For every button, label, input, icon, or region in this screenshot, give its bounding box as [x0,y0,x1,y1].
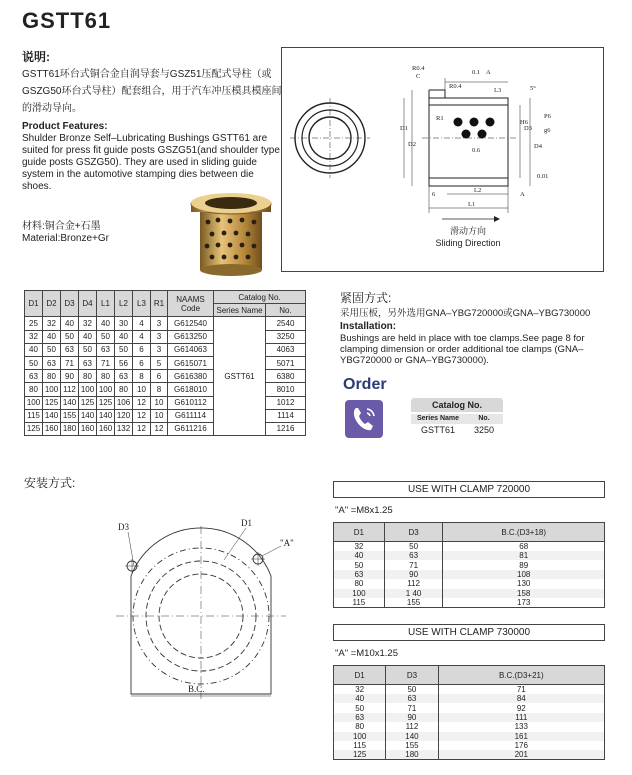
sliding-direction-cn: 滑动方向 [449,226,487,236]
phone-icon [345,400,383,438]
table-cell: 40 [79,330,97,343]
table-cell: 8 [151,383,168,396]
table-cell: 71 [97,356,115,369]
product-features-heading: Product Features: [22,121,108,132]
table-cell: 89 [443,560,605,569]
table-row [334,542,605,552]
table-cell: 40 [115,330,133,343]
table-cell: 50 [97,330,115,343]
table-cell: G612540 [168,317,214,330]
col-header: B.C.(D3+18) [443,523,605,542]
clamp730-title: USE WITH CLAMP 730000 [333,624,605,641]
clamp730-table [333,665,605,760]
col-header: D3 [384,523,443,542]
table-cell: 80 [43,370,61,383]
table-cell: 71 [438,685,604,695]
table-cell: 125 [97,396,115,409]
table-cell: 63 [334,570,385,579]
table-cell: 125 [79,396,97,409]
installation-heading: Installation: [340,321,397,332]
table-cell: 132 [115,422,133,435]
table-row [334,722,605,731]
table-cell: 4 [133,330,151,343]
table-cell: 100 [97,383,115,396]
order-heading: Order [343,376,387,393]
table-cell: G613250 [168,330,214,343]
front-view [290,98,370,178]
col-header: D3 [386,666,438,685]
col-header: L2 [115,291,133,317]
table-cell: 40 [334,551,385,560]
table-cell: 100 [25,396,43,409]
table-cell: 6 [133,356,151,369]
installation-text: Bushings are held in place with toe clamps.See page 8 for clamping dimension or order additional toe clamps (GNA–YBG720000 or GNA–YBG730000). [340,333,585,366]
table-row [334,750,605,760]
table-cell: 12 [133,422,151,435]
installation-heading-cn: 紧固方式: [340,291,392,305]
table-cell: 90 [61,370,79,383]
table-cell: 133 [438,722,604,731]
table-cell: 56 [115,356,133,369]
table-cell: 6 [133,343,151,356]
drawing-label: L2 [474,187,482,194]
product-features-text: Shulder Bronze Self–Lubricating Bushings GSTT61 are suited for press fit guide posts GSZG51(and shoulder type guide posts GSZG50). They are used in sliding guide system in the automotive stamping dies between die shoes. [22,133,280,192]
table-cell: 92 [438,703,604,712]
table-cell: 30 [115,317,133,330]
series-name-cell: GSTT61 [214,317,266,436]
table-row [334,579,605,588]
col-header: D4 [79,291,97,317]
table-cell: 71 [384,560,443,569]
table-cell: 80 [25,383,43,396]
no-header: No. [266,304,306,317]
drawing-label: R0.4 [449,83,462,90]
table-cell: 140 [61,396,79,409]
table-cell: 8 [133,370,151,383]
table-cell: 125 [25,422,43,435]
mount-label-bc: B.C. [188,684,205,694]
table-cell: G611114 [168,409,214,422]
table-row [334,570,605,579]
table-cell: 1 40 [384,589,443,598]
table-cell: 158 [443,589,605,598]
drawing-label: H6 [520,119,528,126]
table-row [334,598,605,608]
mount-label-a: "A" [280,538,294,548]
mounting-heading: 安装方式: [24,476,76,490]
table-cell: 6 [151,370,168,383]
mounting-diagram [96,506,316,711]
table-row [334,685,605,695]
table-cell: 40 [43,330,61,343]
table-cell: 160 [43,422,61,435]
drawing-label: D3 [524,125,532,132]
table-cell: 63 [384,551,443,560]
table-cell: 50 [386,685,438,695]
table-cell: 50 [334,560,385,569]
drawing-label: R0.4 [412,65,425,72]
table-cell: G614063 [168,343,214,356]
table-row [334,589,605,598]
table-cell: 32 [43,317,61,330]
table-cell: 115 [334,741,386,750]
table-row [25,317,306,330]
clamp730-body [334,685,605,760]
table-cell: 100 [79,383,97,396]
drawing-label: P6 [544,113,551,120]
material-en: Material:Bronze+Gr [22,233,109,244]
table-cell: 125 [43,396,61,409]
clamp720-title: USE WITH CLAMP 720000 [333,481,605,498]
table-cell: 12 [133,396,151,409]
drawing-label: R1 [436,115,444,122]
table-cell: 50 [115,343,133,356]
clamp730-section [333,624,605,760]
table-cell: 63 [334,713,386,722]
technical-drawing [281,47,604,272]
drawing-label: L3 [494,87,502,94]
table-cell: 1114 [266,409,306,422]
table-cell: 40 [25,343,43,356]
table-cell: G611216 [168,422,214,435]
col-header: L1 [97,291,115,317]
table-cell: 3250 [266,330,306,343]
table-cell: 63 [386,694,438,703]
table-cell: 63 [97,343,115,356]
table-cell: 5071 [266,356,306,369]
table-cell: 120 [115,409,133,422]
drawing-label: D2 [408,141,416,148]
col-header: D1 [25,291,43,317]
table-cell: 6380 [266,370,306,383]
table-cell: 4063 [266,343,306,356]
table-cell: 112 [386,722,438,731]
description-text-cn: GSTT61环台式铜合金自润导套与GSZ51压配式导柱（或GSZG50环台式导柱）配套组合，用于汽车冲压模具模座间的滑动导向。 [22,69,282,114]
table-cell: 25 [25,317,43,330]
clamp730-a-value: "A" =M10x1.25 [335,648,398,659]
table-cell: 100 [43,383,61,396]
clamp720-a-value: "A" =M8x1.25 [335,505,393,516]
drawing-label: 0.01 [537,173,549,180]
table-cell: 115 [25,409,43,422]
table-cell: 180 [61,422,79,435]
table-cell: 80 [334,579,385,588]
spec-body [25,317,306,436]
table-cell: 100 [334,732,386,741]
order-no-label: No. [478,415,490,422]
col-header: L3 [133,291,151,317]
table-cell: 140 [43,409,61,422]
table-cell: 108 [443,570,605,579]
table-cell: 10 [151,396,168,409]
table-cell: 40 [97,317,115,330]
page-title: GSTT61 [22,8,112,33]
table-cell: 50 [79,343,97,356]
table-cell: 5 [151,356,168,369]
table-cell: 32 [334,542,385,552]
drawing-label: 0.6 [472,147,481,154]
table-cell: 40 [334,694,386,703]
col-header: D2 [43,291,61,317]
catalog-header: Catalog No. [214,291,306,304]
table-cell: G618010 [168,383,214,396]
table-cell: 90 [384,570,443,579]
table-cell: 40 [61,317,79,330]
table-cell: G610112 [168,396,214,409]
material-cn: 材料:铜合金+石墨 [22,221,101,232]
table-cell: 80 [115,383,133,396]
table-row [334,551,605,560]
table-cell: 115 [334,598,385,608]
table-cell: 3 [151,317,168,330]
installation-text-cn: 采用压板，另外选用GNA–YBG720000或GNA–YBG730000 [340,308,591,319]
material-info [22,221,109,245]
table-cell: 12 [151,422,168,435]
order-no-value: 3250 [473,425,495,435]
col-header: B.C.(D3+21) [438,666,604,685]
table-cell: 10 [133,383,151,396]
table-cell: 50 [384,542,443,552]
col-header: D3 [61,291,79,317]
table-cell: 1012 [266,396,306,409]
drawing-label: L1 [468,201,476,208]
order-series-label: Series Name [416,415,460,422]
table-cell: 2540 [266,317,306,330]
table-cell: 50 [334,703,386,712]
clamp720-section [333,481,605,608]
table-cell: 155 [384,598,443,608]
table-row [334,703,605,712]
table-cell: 180 [386,750,438,760]
table-cell: 12 [133,409,151,422]
table-cell: 140 [97,409,115,422]
table-row [334,694,605,703]
table-cell: 112 [61,383,79,396]
table-cell: 80 [97,370,115,383]
table-cell: 161 [438,732,604,741]
table-cell: 63 [79,356,97,369]
table-cell: 173 [443,598,605,608]
table-cell: 176 [438,741,604,750]
table-cell: 100 [334,589,385,598]
table-cell: 155 [61,409,79,422]
drawing-label: 6 [432,191,436,198]
sliding-direction-en: Sliding Direction [435,238,501,248]
table-cell: G615071 [168,356,214,369]
table-cell: 84 [438,694,604,703]
table-cell: 32 [79,317,97,330]
order-catalog [411,398,503,436]
table-cell: 111 [438,713,604,722]
clamp720-table [333,522,605,608]
drawing-label: C [416,73,421,80]
series-header: Series Name [214,304,266,317]
drawing-label: g6 [544,127,551,134]
col-header: D1 [334,666,386,685]
table-cell: 140 [386,732,438,741]
clamp720-body [334,542,605,608]
table-cell: 32 [334,685,386,695]
table-cell: 10 [151,409,168,422]
drawing-label: A [486,69,491,76]
table-cell: 81 [443,551,605,560]
table-row [334,741,605,750]
drawing-label: A [520,191,525,198]
drawing-label: D1 [400,125,408,132]
drawing-label: D4 [534,143,542,150]
table-cell: 155 [386,741,438,750]
table-cell: 80 [334,722,386,731]
table-cell: 140 [79,409,97,422]
table-cell: G616380 [168,370,214,383]
col-header: D1 [334,523,385,542]
table-cell: 1216 [266,422,306,435]
table-cell: 90 [386,713,438,722]
section-view [404,78,530,213]
table-cell: 125 [334,750,386,760]
table-cell: 50 [25,356,43,369]
table-cell: 68 [443,542,605,552]
drawing-label: 0.1 [472,69,481,76]
col-header: NAAMS Code [168,291,214,317]
table-cell: 32 [25,330,43,343]
bushing-photo [182,190,282,281]
table-cell: 50 [61,330,79,343]
table-cell: 201 [438,750,604,760]
order-series-value: GSTT61 [420,425,455,435]
spec-table [24,290,306,436]
mount-label-d1: D1 [241,518,252,528]
table-cell: 4 [133,317,151,330]
table-cell: 71 [61,356,79,369]
table-cell: 80 [79,370,97,383]
table-cell: 130 [443,579,605,588]
table-row [334,713,605,722]
mount-label-d3: D3 [118,522,129,532]
table-cell: 112 [384,579,443,588]
table-cell: 63 [61,343,79,356]
drawing-label: 5° [530,85,536,92]
table-cell: 3 [151,330,168,343]
table-cell: 106 [115,396,133,409]
table-cell: 50 [43,343,61,356]
table-cell: 3 [151,343,168,356]
table-cell: 71 [386,703,438,712]
table-cell: 63 [115,370,133,383]
table-cell: 160 [79,422,97,435]
table-row [334,732,605,741]
table-cell: 8010 [266,383,306,396]
description-heading-cn: 说明: [22,50,50,64]
table-cell: 63 [25,370,43,383]
table-row [334,560,605,569]
table-cell: 160 [97,422,115,435]
table-cell: 63 [43,356,61,369]
order-catalog-title: Catalog No. [411,398,503,412]
col-header: R1 [151,291,168,317]
